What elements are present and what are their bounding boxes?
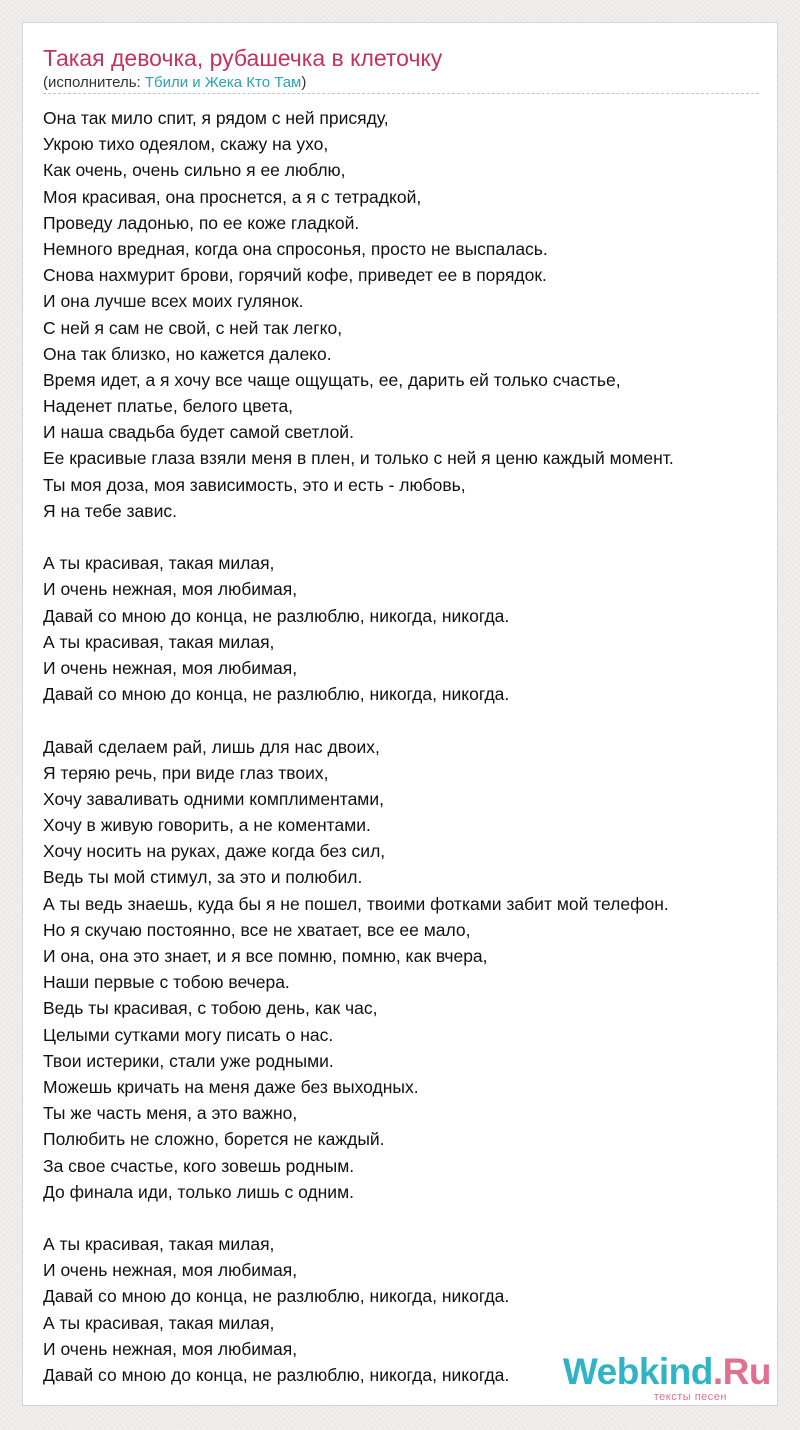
lyric-line: До финала иди, только лишь с одним. <box>43 1181 354 1202</box>
song-title: Такая девочка, рубашечка в клеточку <box>43 45 443 71</box>
lyric-line: Ты моя доза, моя зависимость, это и есть - любовь, <box>43 474 466 495</box>
lyric-line: С ней я сам не свой, с ней так легко, <box>43 317 343 338</box>
lyric-line: Ведь ты мой стимул, за это и полюбил. <box>43 867 363 888</box>
lyrics-card <box>22 22 778 1406</box>
lyric-line: Ее красивые глаза взяли меня в плен, и только с ней я ценю каждый момент. <box>43 448 674 469</box>
lyric-line: Как очень, очень сильно я ее люблю, <box>43 160 346 181</box>
artist-prefix: (исполнитель: <box>43 74 145 91</box>
stanza-break <box>43 1205 674 1231</box>
lyric-line: А ты красивая, такая милая, <box>43 631 275 652</box>
lyric-line: За свое счастье, кого зовешь родным. <box>43 1155 355 1176</box>
lyric-line: Давай со мною до конца, не разлюблю, никогда, никогда. <box>43 684 510 705</box>
lyric-line: Полюбить не сложно, борется не каждый. <box>43 1129 385 1150</box>
lyric-line: Я теряю речь, при виде глаз твоих, <box>43 762 329 783</box>
lyric-line: Немного вредная, когда она спросонья, просто не выспалась. <box>43 238 548 259</box>
lyric-line: И очень нежная, моя любимая, <box>43 657 298 678</box>
lyric-line: Целыми сутками могу писать о нас. <box>43 1024 334 1045</box>
logo-tagline: тексты песен <box>653 1391 727 1403</box>
lyric-line: А ты ведь знаешь, куда бы я не пошел, твоими фотками забит мой телефон. <box>43 893 669 914</box>
lyric-line: Давай со мною до конца, не разлюблю, никогда, никогда. <box>43 605 510 626</box>
lyric-line: Ты же часть меня, а это важно, <box>43 1103 298 1124</box>
lyric-line: Хочу носить на руках, даже когда без сил, <box>43 841 386 862</box>
lyric-line: Давай сделаем рай, лишь для нас двоих, <box>43 736 380 757</box>
title-divider <box>43 93 759 94</box>
stanza-break <box>43 707 674 733</box>
logo-brand: Webkind <box>562 1351 713 1392</box>
lyric-line: И очень нежная, моя любимая, <box>43 579 298 600</box>
logo-wordmark <box>563 1353 771 1391</box>
lyric-line: Можешь кричать на меня даже без выходных. <box>43 1076 419 1097</box>
lyric-line: Я на тебе завис. <box>43 500 177 521</box>
lyric-line: Наденет платье, белого цвета, <box>43 396 294 417</box>
lyric-line: А ты красивая, такая милая, <box>43 1234 275 1255</box>
artist-link[interactable]: Тбили и Жека Кто Там <box>144 74 302 91</box>
lyric-line: Хочу в живую говорить, а не коментами. <box>43 815 371 836</box>
lyric-line: Хочу заваливать одними комплиментами, <box>43 788 384 809</box>
lyric-line: Но я скучаю постоянно, все не хватает, все ее мало, <box>43 919 471 940</box>
lyric-line: Она так близко, но кажется далеко. <box>43 343 332 364</box>
logo-tld: .Ru <box>712 1351 771 1392</box>
lyric-line: Твои истерики, стали уже родными. <box>43 1050 334 1071</box>
lyric-line: Она так мило спит, я рядом с ней присяду, <box>43 108 389 128</box>
lyric-line: Укрою тихо одеялом, скажу на ухо, <box>43 134 329 155</box>
webkind-logo[interactable] <box>563 1353 771 1403</box>
artist-suffix: ) <box>301 74 307 91</box>
lyric-line: Моя красивая, она проснется, а я с тетрадкой, <box>43 186 422 207</box>
lyric-line: Давай со мною до конца, не разлюблю, никогда, никогда. <box>43 1286 510 1307</box>
lyric-line: Время идет, а я хочу все чаще ощущать, ее, дарить ей только счастье, <box>43 369 621 390</box>
lyric-line: Проведу ладонью, по ее коже гладкой. <box>43 212 360 233</box>
lyric-line: И наша свадьба будет самой светлой. <box>43 422 354 443</box>
lyric-line: И она, она это знает, и я все помню, помню, как вчера, <box>43 946 488 966</box>
lyrics-text <box>43 105 674 1388</box>
artist-line <box>43 73 306 93</box>
lyric-line: Наши первые с тобою вечера. <box>43 972 290 993</box>
lyric-line: И очень нежная, моя любимая, <box>43 1338 298 1359</box>
lyric-line: Снова нахмурит брови, горячий кофе, приведет ее в порядок. <box>43 265 547 286</box>
lyric-line: И она лучше всех моих гулянок. <box>43 291 304 312</box>
lyric-line: А ты красивая, такая милая, <box>43 1312 275 1333</box>
lyric-line: И очень нежная, моя любимая, <box>43 1260 298 1281</box>
lyric-line: Ведь ты красивая, с тобою день, как час, <box>43 998 378 1019</box>
lyric-line: Давай со мною до конца, не разлюблю, никогда, никогда. <box>43 1365 510 1385</box>
lyric-line: А ты красивая, такая милая, <box>43 553 275 574</box>
stanza-break <box>43 524 674 550</box>
